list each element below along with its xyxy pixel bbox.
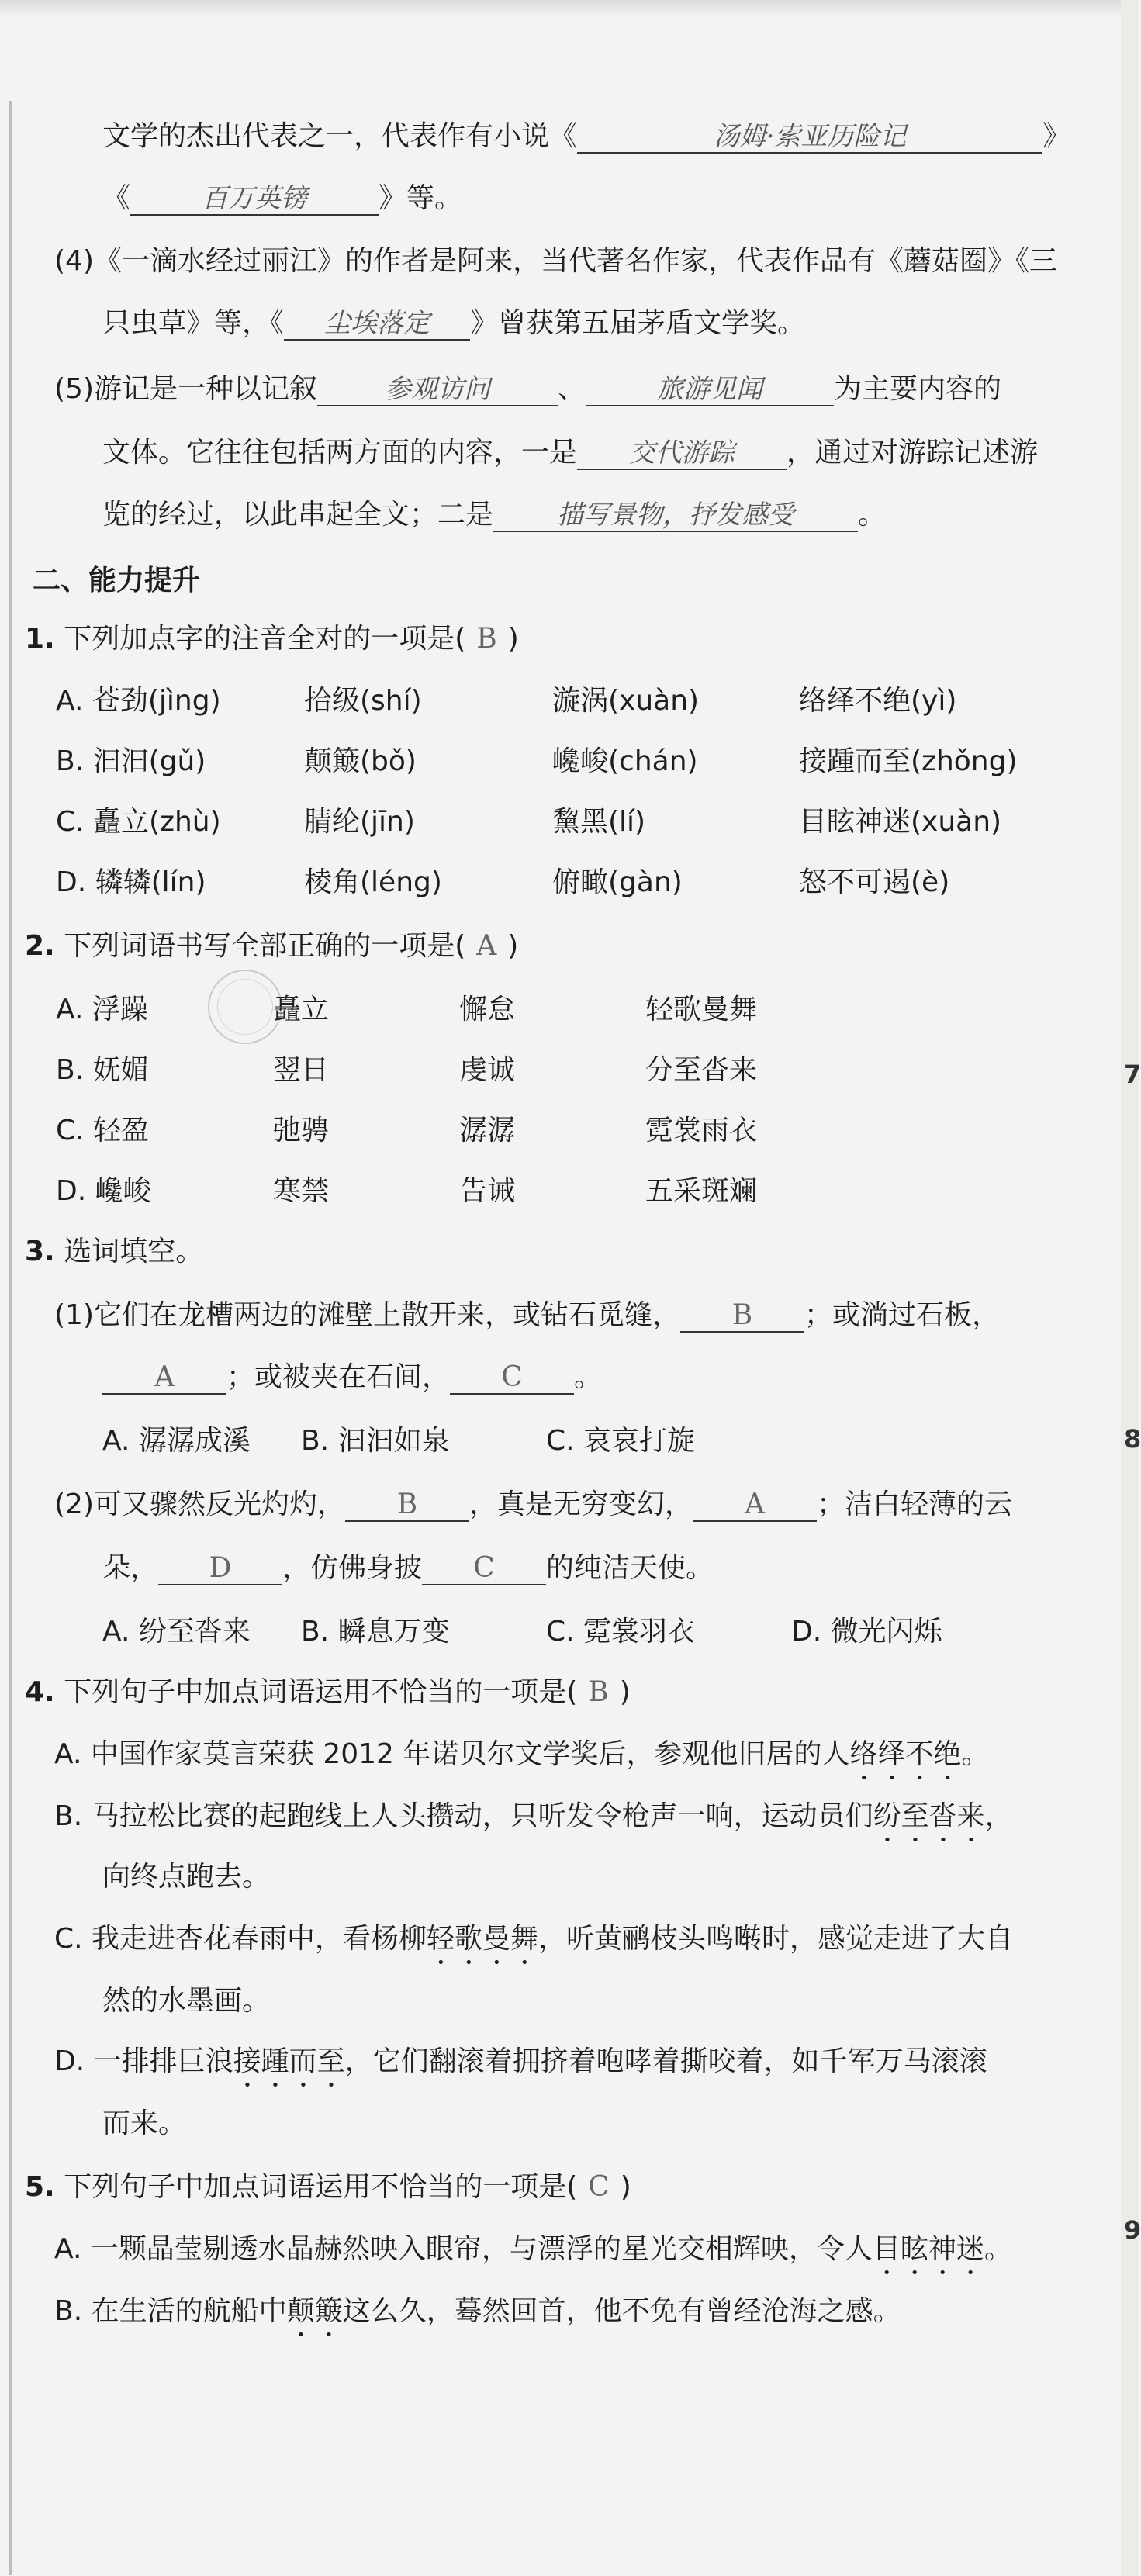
q2-option: B. 妩媚 — [56, 1054, 149, 1086]
q1-option: 巉峻(chán) — [552, 745, 698, 777]
top-shadow — [0, 0, 1139, 17]
q3-part2-option: C. 霓裳羽衣 — [546, 1616, 696, 1648]
q2-option: 五采斑斓 — [645, 1175, 758, 1207]
q2-option: 分至沓来 — [645, 1054, 758, 1086]
q5-option-a: A. 一颗晶莹剔透水晶赫然映入眼帘，与漂浮的星光交相辉映，令人目眩神迷。 — [54, 2233, 1012, 2265]
question-5-stem: 5. 下列句子中加点词语运用不恰当的一项是( C ) — [25, 2171, 631, 2203]
part1-line1: 文学的杰出代表之一，代表作有小说《 汤姆·索亚历险记 》 — [102, 118, 1070, 155]
q2-option: 翌日 — [273, 1054, 330, 1086]
handwritten-answer: C — [588, 2171, 610, 2203]
q2-option: D. 巉峻 — [56, 1175, 151, 1207]
q1-option: 漩涡(xuàn) — [552, 685, 700, 717]
q2-option: 潺潺 — [459, 1115, 516, 1146]
q3-part2-option: A. 纷至沓来 — [102, 1616, 251, 1648]
handwritten-answer: C — [473, 1552, 495, 1584]
q3-part2-line1: (2)可又骤然反光灼灼， B ，真是无穷变幻， A ；洁白轻薄的云 — [54, 1486, 1012, 1523]
q1-option: 目眩神迷(xuàn) — [799, 806, 1002, 838]
q4-option-c-cont: 然的水墨画。 — [102, 1985, 271, 2017]
q5-fill-line1: (5)游记是一种以记叙 参观访问 、 旅游见闻 为主要内容的 — [54, 371, 1001, 408]
q4-fill-line2: 只虫草》等，《 尘埃落定 》曾获第五届茅盾文学奖。 — [102, 305, 805, 342]
q2-option: 告诫 — [459, 1175, 516, 1207]
q2-option: C. 轻盈 — [56, 1115, 150, 1146]
handwritten-answer: A — [154, 1361, 175, 1393]
q3-part1-line2: A ；或被夹在石间， C 。 — [102, 1359, 602, 1396]
q4-option-d-cont: 而来。 — [102, 2107, 187, 2139]
q2-option: 懈怠 — [459, 994, 516, 1025]
q1-option: B. 汩汩(gǔ) — [56, 745, 206, 777]
q4-fill-line1: (4)《一滴水经过丽江》的作者是阿来，当代著名作家，代表作品有《蘑菇圈》《三 — [54, 245, 1057, 277]
q2-option: 虔诚 — [459, 1054, 516, 1086]
left-margin-rule — [9, 101, 12, 2575]
q1-option: 腈纶(jīn) — [304, 806, 415, 838]
margin-number: 7 — [1124, 1060, 1141, 1089]
q2-option: 寒禁 — [273, 1175, 330, 1207]
q3-part2-line2: 朵， D ，仿佛身披 C 的纯洁天使。 — [102, 1550, 714, 1587]
q2-option: 轻歌曼舞 — [645, 994, 758, 1025]
handwritten-answer: C — [501, 1361, 523, 1393]
handwritten-answer: B — [396, 1489, 418, 1520]
q3-part1-option: B. 汩汩如泉 — [301, 1425, 450, 1457]
margin-number: 9 — [1124, 2215, 1141, 2245]
right-page-edge — [1121, 0, 1139, 2576]
handwritten-answer: 尘埃落定 — [324, 308, 430, 339]
handwritten-answer: 参观访问 — [385, 374, 490, 405]
q4-option-d: D. 一排排巨浪接踵而至，它们翻滚着拥挤着咆哮着撕咬着，如千军万马滚滚 — [54, 2045, 987, 2077]
question-4-stem: 4. 下列句子中加点词语运用不恰当的一项是( B ) — [25, 1676, 631, 1708]
q1-option: C. 矗立(zhù) — [56, 806, 221, 838]
q5-fill-line3: 览的经过，以此串起全文；二是 描写景物，抒发感受 。 — [102, 496, 886, 534]
q3-part2-option: D. 微光闪烁 — [791, 1616, 942, 1648]
handwritten-answer: B — [476, 623, 497, 655]
q5-fill-line2: 文体。它往往包括两方面的内容，一是 交代游踪 ，通过对游踪记述游 — [102, 434, 1038, 472]
q3-part1-option: A. 潺潺成溪 — [102, 1425, 251, 1457]
q1-option: 怒不可遏(è) — [799, 866, 950, 898]
section-title: 二、能力提升 — [33, 565, 201, 596]
handwritten-answer: 描写景物，抒发感受 — [557, 500, 795, 531]
margin-number: 8 — [1124, 1424, 1141, 1454]
handwritten-answer: 汤姆·索亚历险记 — [713, 121, 907, 152]
handwritten-answer: 百万英镑 — [202, 183, 308, 214]
question-2-stem: 2. 下列词语书写全部正确的一项是( A ) — [25, 930, 519, 962]
q2-option: A. 浮躁 — [56, 994, 148, 1025]
handwritten-answer: A — [476, 930, 497, 962]
q1-option: 俯瞰(gàn) — [552, 866, 683, 898]
q1-option: 接踵而至(zhǒng) — [799, 745, 1018, 777]
q4-option-a: A. 中国作家莫言荣获 2012 年诺贝尔文学奖后，参观他旧居的人络绎不绝。 — [54, 1738, 990, 1770]
q2-option: 霓裳雨衣 — [645, 1115, 758, 1146]
handwritten-answer: 交代游踪 — [629, 437, 735, 469]
q1-option: 黧黑(lí) — [552, 806, 646, 838]
q1-option: 颠簸(bǒ) — [304, 745, 417, 777]
q1-option: A. 苍劲(jìng) — [56, 685, 221, 717]
q5-option-b: B. 在生活的航船中颠簸这么久，蓦然回首，他不免有曾经沧海之感。 — [54, 2295, 901, 2327]
q1-option: 拾级(shí) — [304, 685, 422, 717]
handwritten-answer: B — [588, 1676, 609, 1708]
handwritten-answer: A — [745, 1489, 766, 1520]
q3-part1-line1: (1)它们在龙槽两边的滩壁上散开来，或钻石觅缝， B ；或淌过石板， — [54, 1297, 1000, 1334]
q1-option: 络绎不绝(yì) — [799, 685, 957, 717]
q2-option: 弛骋 — [273, 1115, 330, 1146]
q4-option-b: B. 马拉松比赛的起跑线上人头攒动，只听发令枪声一响，运动员们纷至沓来， — [54, 1800, 1013, 1832]
q2-option: 矗立 — [273, 994, 330, 1025]
handwritten-answer: 旅游见闻 — [657, 374, 763, 405]
q3-part1-option: C. 哀哀打旋 — [546, 1425, 696, 1457]
q1-option: 棱角(léng) — [304, 866, 442, 898]
handwritten-answer: B — [731, 1299, 753, 1331]
question-1-stem: 1. 下列加点字的注音全对的一项是( B ) — [25, 623, 519, 655]
part1-line2: 《 百万英镑 》等。 — [102, 180, 462, 217]
handwritten-answer: D — [209, 1552, 232, 1584]
q4-option-b-cont: 向终点跑去。 — [102, 1861, 271, 1893]
q4-option-c: C. 我走进杏花春雨中，看杨柳轻歌曼舞，听黄鹂枝头鸣啭时，感觉走进了大自 — [54, 1923, 1014, 1955]
question-3-stem: 3. 选词填空。 — [25, 1236, 204, 1267]
q1-option: D. 辚辚(lín) — [56, 866, 206, 898]
q3-part2-option: B. 瞬息万变 — [301, 1616, 450, 1648]
